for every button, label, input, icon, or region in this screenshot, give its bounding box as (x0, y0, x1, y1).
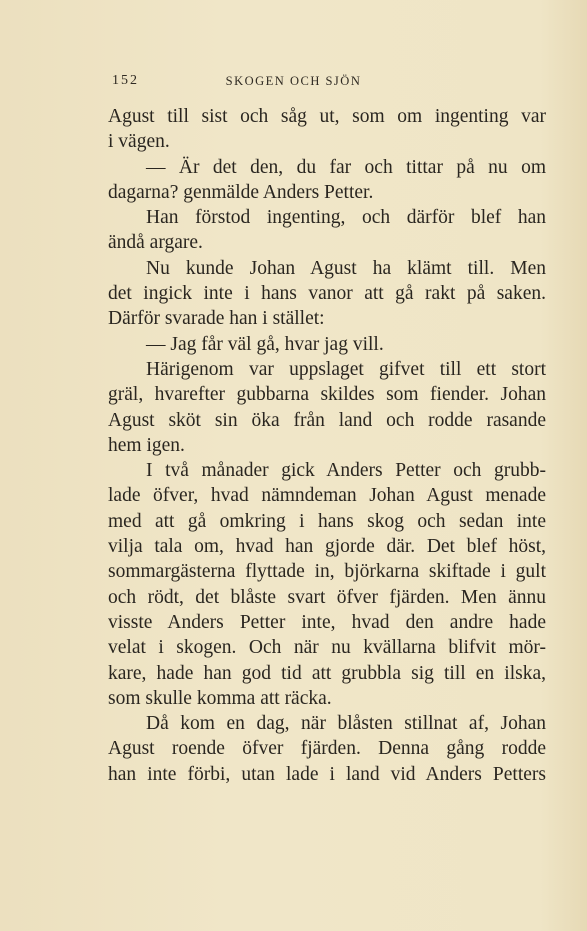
text-line: med att gå omkring i hans skog och sedan inte (108, 510, 546, 532)
text-line: Agust sköt sin öka från land och rodde rasande (108, 409, 546, 431)
text-line: han inte förbi, utan lade i land vid Anders Petters (108, 763, 546, 785)
text-line: velat i skogen. Och när nu kvällarna blifvit mör- (108, 637, 546, 659)
text-line: hem igen. (108, 434, 185, 456)
text-line: det ingick inte i hans vanor att gå rakt på saken. (108, 283, 546, 305)
text-line: — Är det den, du far och tittar på nu om (146, 156, 546, 178)
text-line: och rödt, det blåste svart öfver fjärden. Men ännu (108, 586, 546, 608)
text-line: Då kom en dag, när blåsten stillnat af, Johan (146, 713, 546, 735)
text-line: dagarna? genmälde Anders Petter. (108, 181, 374, 203)
text-line: Därför svarade han i stället: (108, 308, 325, 330)
text-line: som skulle komma att räcka. (108, 687, 332, 709)
text-line: kare, hade han god tid att grubbla sig till en ilska, (108, 662, 546, 684)
running-title: SKOGEN OCH SJÖN (225, 74, 362, 88)
text-line: — Jag får väl gå, hvar jag vill. (146, 333, 384, 355)
text-line: lade öfver, hvad nämndeman Johan Agust menade (108, 485, 546, 507)
text-line: Agust till sist och såg ut, som om ingenting var (108, 106, 546, 127)
text-line: Nu kunde Johan Agust ha klämt till. Men (146, 257, 546, 279)
text-line: Härigenom var uppslaget gifvet till ett stort (146, 358, 546, 380)
text-line: visste Anders Petter inte, hvad den andre hade (108, 611, 546, 633)
page-number: 152 (112, 73, 139, 88)
text-line: Han förstod ingenting, och därför blef han (146, 207, 546, 229)
body-text (108, 104, 546, 787)
text-line: sommargästerna flyttade in, björkarna skiftade i gult (108, 561, 546, 583)
text-line: i vägen. (108, 131, 170, 153)
text-line: gräl, hvarefter gubbarna skildes som fiender. Johan (108, 384, 546, 406)
text-line: I två månader gick Anders Petter och grubb- (146, 460, 546, 482)
text-line: ändå argare. (108, 232, 203, 254)
text-line: Agust roende öfver fjärden. Denna gång rodde (108, 738, 546, 760)
text-line: vilja tala om, hvad han gjorde där. Det blef höst, (108, 536, 546, 558)
